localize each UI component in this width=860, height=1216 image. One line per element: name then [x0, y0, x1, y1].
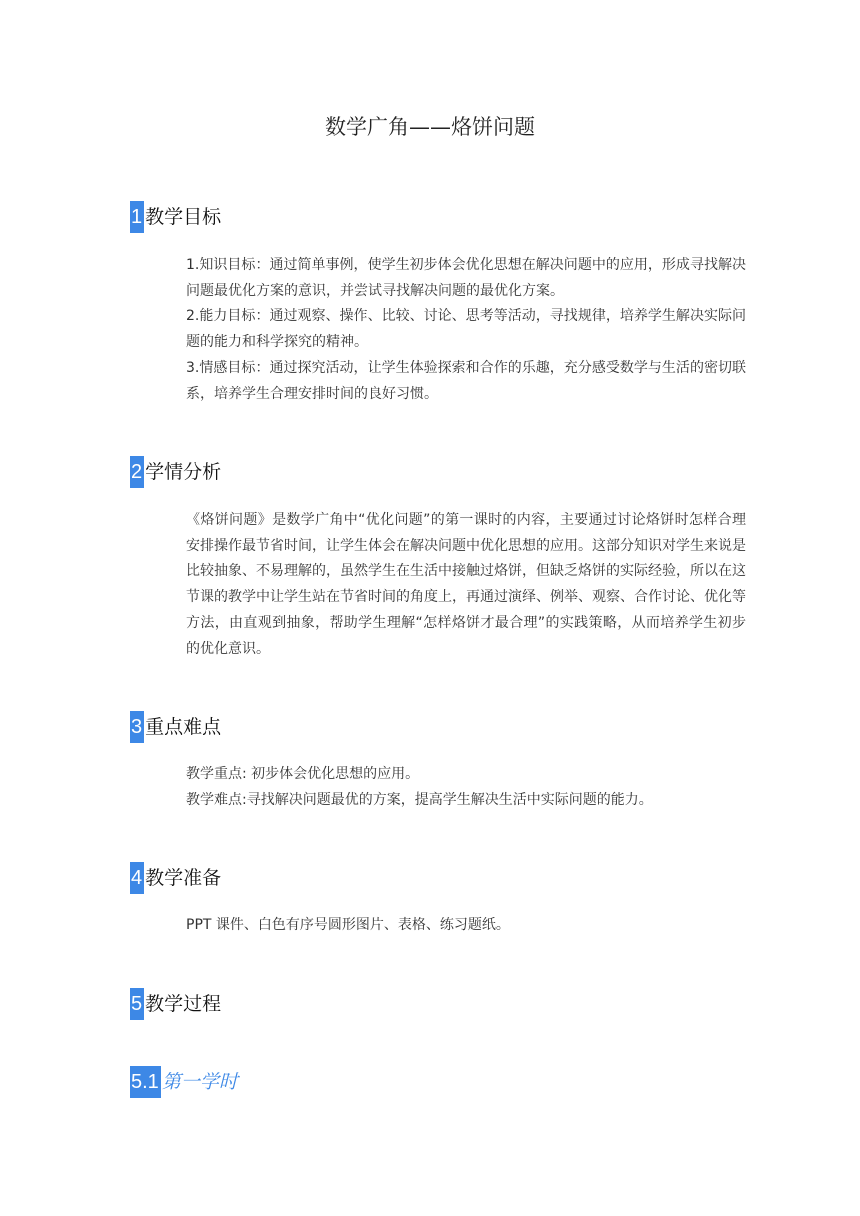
section-heading-3: [130, 711, 221, 743]
section-body-1: [186, 253, 746, 407]
section-heading-4: [130, 862, 221, 894]
section-heading-5: [130, 988, 221, 1020]
paragraph: 教学重点: 初步体会优化思想的应用。: [186, 766, 420, 782]
section-number: 5: [130, 988, 144, 1020]
section-body-3: [186, 762, 746, 813]
section-body-2: [186, 508, 746, 662]
section-number: 2: [130, 456, 144, 488]
section-title: 教学过程: [145, 993, 222, 1015]
document-title: 数学广角——烙饼问题: [325, 115, 535, 139]
subsection-title: 第一学时: [161, 1071, 238, 1093]
section-title: 重点难点: [145, 716, 222, 738]
paragraph: 2.能力目标：通过观察、操作、比较、讨论、思考等活动，寻找规律，培养学生解决实际问题的能力和科学探究的精神。: [186, 308, 746, 351]
paragraph: 1.知识目标：通过简单事例，使学生初步体会优化思想在解决问题中的应用，形成寻找解决问题最优化方案的意识，并尝试寻找解决问题的最优化方案。: [186, 257, 746, 299]
section-title: 教学准备: [145, 867, 222, 889]
section-number: 3: [130, 711, 144, 743]
subsection-number: 5.1: [130, 1066, 161, 1098]
section-heading-2: [130, 456, 221, 488]
paragraph: PPT 课件、白色有序号圆形图片、表格、练习题纸。: [186, 917, 510, 933]
paragraph: 《烙饼问题》是数学广角中“优化问题”的第一课时的内容，主要通过讨论烙饼时怎样合理安排操作最节省时间，让学生体会在解决问题中优化思想的应用。这部分知识对学生来说是比较抽象、不易理解的，虽然学生在生活中接触过烙饼，但缺乏烙饼的实际经验，所以在这节课的教学中让学生站在节省时间的角度上，再通过演绎、例举、观察、合作讨论、优化等方法，由直观到抽象，帮助学生理解“怎样烙饼才最合理”的实践策略，从而培养学生初步的优化意识。: [186, 512, 746, 657]
paragraph: 教学难点:寻找解决问题最优的方案，提高学生解决生活中实际问题的能力。: [186, 791, 653, 808]
section-body-4: [186, 913, 746, 939]
section-title: 教学目标: [145, 206, 222, 228]
section-number: 4: [130, 862, 144, 894]
section-number: 1: [130, 201, 144, 233]
subsection-heading-5-1: [130, 1066, 238, 1098]
section-title: 学情分析: [145, 461, 222, 483]
paragraph: 3.情感目标：通过探究活动，让学生体验探索和合作的乐趣，充分感受数学与生活的密切联系，培养学生合理安排时间的良好习惯。: [186, 359, 746, 402]
section-heading-1: [130, 201, 221, 233]
